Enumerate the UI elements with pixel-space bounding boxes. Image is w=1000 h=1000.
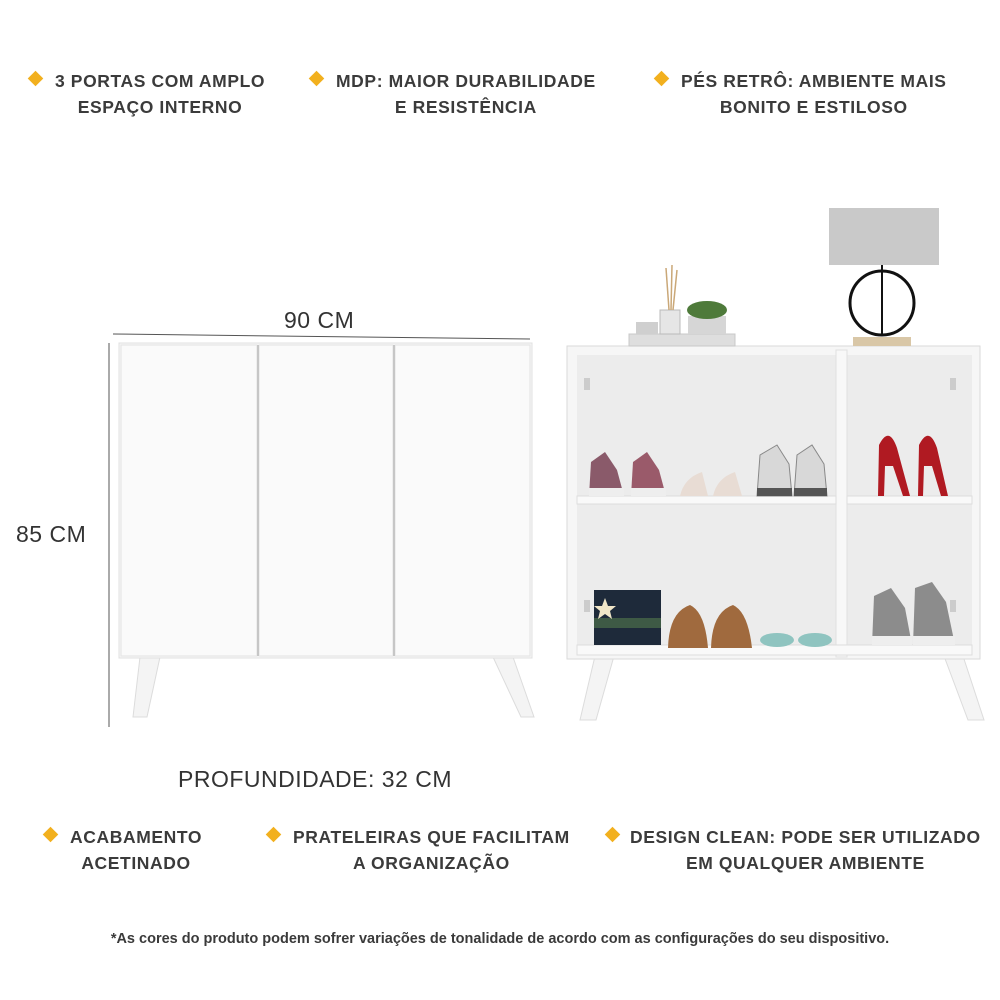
feature-line: EM QUALQUER AMBIENTE bbox=[685, 853, 925, 873]
color-disclaimer: *As cores do produto podem sofrer variações de tonalidade de acordo com as configurações do seu dispositivo. bbox=[110, 931, 890, 947]
shoe-box bbox=[594, 590, 661, 645]
height-label: 85 CM bbox=[16, 521, 87, 547]
decor-tray bbox=[629, 265, 735, 346]
feature-line: ACETINADO bbox=[81, 853, 191, 873]
depth-label: PROFUNDIDADE: 32 CM bbox=[178, 766, 453, 792]
width-label: 90 CM bbox=[284, 307, 355, 333]
feature-line: E RESISTÊNCIA bbox=[394, 97, 537, 117]
feature-line: BONITO E ESTILOSO bbox=[719, 97, 908, 117]
feature-line: A ORGANIZAÇÃO bbox=[352, 853, 510, 873]
feature-line: PRATELEIRAS QUE FACILITAM bbox=[293, 827, 570, 847]
feature-line: DESIGN CLEAN: PODE SER UTILIZADO bbox=[630, 827, 981, 847]
feature-line: ESPAÇO INTERNO bbox=[77, 97, 243, 117]
feature-line: ACABAMENTO bbox=[70, 827, 203, 847]
feature-line: 3 PORTAS COM AMPLO bbox=[55, 71, 266, 91]
feature-line: MDP: MAIOR DURABILIDADE bbox=[336, 71, 596, 91]
closed-cabinet bbox=[119, 343, 534, 717]
table-lamp bbox=[829, 208, 939, 346]
open-cabinet bbox=[567, 208, 984, 720]
width-dimension-line bbox=[113, 334, 530, 339]
feature-line: PÉS RETRÔ: AMBIENTE MAIS bbox=[681, 71, 947, 91]
